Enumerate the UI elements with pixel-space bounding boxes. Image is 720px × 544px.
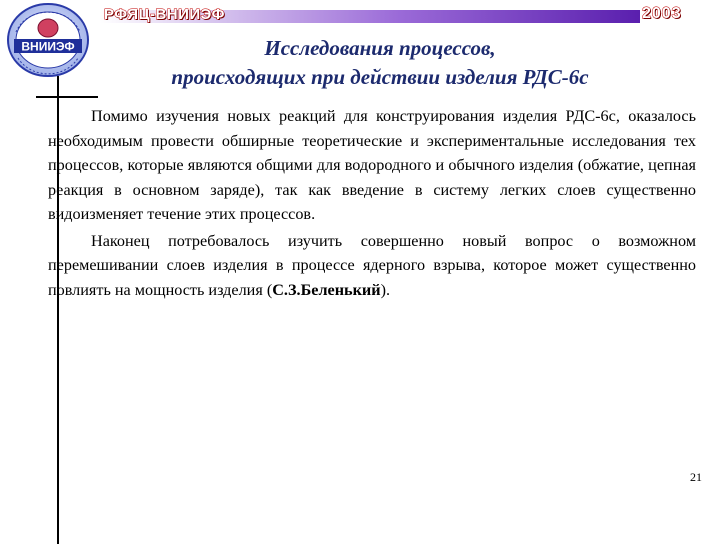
paragraph-1: Помимо изучения новых реакций для конструирования изделия РДС-6с, оказалось необходимым провести обширные теоретические и экспериментальные исследования тех процессов, которые являются общими для водородного и обычного изделия (обжатие, цепная реакция в основном заряде), так как введение в систему легких слоев существенно видоизменяет течение этих процессов. <box>48 107 696 223</box>
horizontal-rule <box>36 96 98 98</box>
page-number: 21 <box>690 470 702 484</box>
year-label: 2003 <box>642 5 682 22</box>
logo-text: ВНИИЭФ <box>21 39 75 54</box>
slide-title <box>110 34 650 92</box>
author-name: С.З.Беленький <box>272 280 381 299</box>
paragraph-2 <box>48 229 696 303</box>
body-text <box>48 104 696 302</box>
title-line-1: Исследования процессов, <box>264 36 496 60</box>
title-line-2: происходящих при действии изделия РДС-6с <box>171 65 589 89</box>
org-label: РФЯЦ-ВНИИЭФ <box>104 6 225 23</box>
paragraph-2-end: ). <box>380 280 391 299</box>
paragraph-2-main: Наконец потребовалось изучить совершенно новый вопрос о возможном перемешивании слоев изделия в процессе ядерного взрыва, которое может существенно повлиять на мощность изделия ( <box>48 231 696 299</box>
vniief-logo <box>4 2 92 78</box>
